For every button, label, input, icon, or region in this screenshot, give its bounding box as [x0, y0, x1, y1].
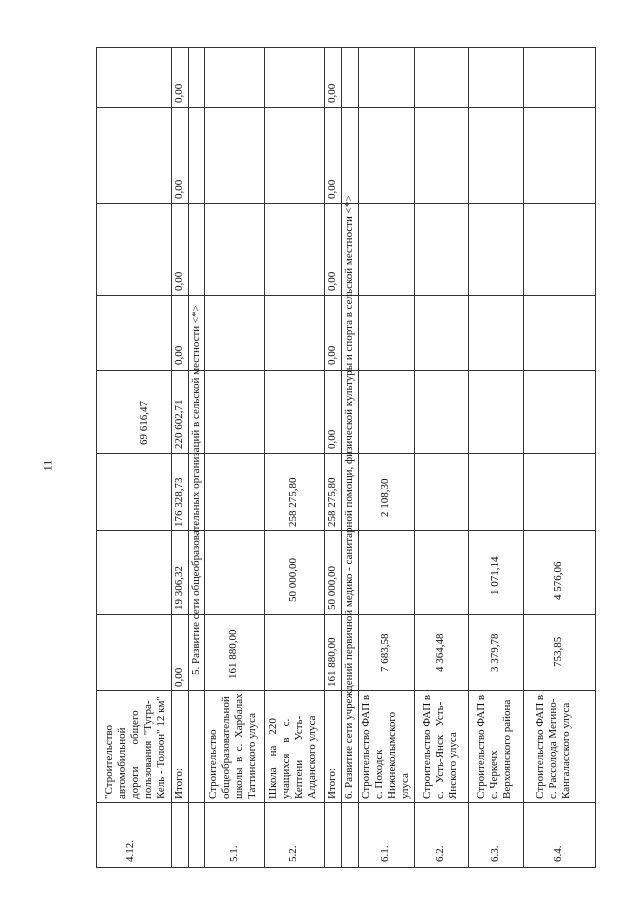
total-5-v3: 258 275,80	[326, 477, 338, 527]
total-5-label: Итого:	[326, 768, 338, 799]
row-6-2-name-3: Янского улуса	[447, 732, 459, 799]
total-5-v2: 50 000,00	[326, 566, 338, 610]
row-4-12-name-1: "Строительство	[103, 724, 115, 799]
row-4-12-name-5: Кель - Толоон" 12 км"	[155, 696, 167, 799]
total-4-v3: 176 328,73	[173, 477, 185, 527]
page-number: 11	[40, 459, 55, 472]
row-6-3-value-1: 3 379,78	[489, 633, 501, 672]
row-5-2-value-3: 258 275,80	[287, 477, 299, 527]
row-4-12-name-3: дороги общего	[129, 710, 141, 799]
row-6-3-value-2: 1 071,14	[489, 556, 501, 595]
total-5-v4: 0,00	[326, 429, 338, 449]
row-6-4-name-1: Строительство ФАП в	[534, 694, 546, 799]
row-5-2-value-2: 50 000,00	[287, 558, 299, 602]
total-4-label: Итого:	[173, 768, 185, 799]
row-6-1-name-3: Нижнеколымского	[386, 711, 398, 799]
row-6-3-name-3: Верхоянского района	[501, 699, 513, 799]
row-5-1-name-1: Строительство	[207, 729, 219, 799]
row-5-2-name-4: Алданского улуса	[306, 715, 318, 799]
row-4-12-number: 4.12.	[124, 840, 136, 862]
row-5-2-name-2: учащихся в с.	[280, 718, 292, 799]
row-6-2-name-2: с. Усть-Янск Усть-	[434, 701, 446, 799]
total-4-v6: 0,00	[173, 271, 185, 291]
row-6-2-name-1: Строительство ФАП в	[421, 694, 433, 799]
row-6-1-value-1: 7 683,58	[379, 633, 391, 672]
row-6-3-name-2: с. Черкечх	[488, 750, 500, 799]
total-5-v5: 0,00	[326, 345, 338, 365]
row-4-12-name-2: автомобильной	[116, 727, 128, 799]
row-6-3-number: 6.3.	[489, 845, 501, 862]
row-6-3-name-1: Строительство ФАП в	[475, 694, 487, 799]
total-4-v5: 0,00	[173, 345, 185, 365]
row-6-4-name-3: Кангаласского улуса	[560, 702, 572, 799]
row-6-1-value-3: 2 108,30	[379, 478, 391, 517]
row-5-2-name-1: Школа на 220	[267, 718, 279, 799]
total-5-v6: 0,00	[326, 271, 338, 291]
row-6-4-name-2: с. Рассолода Мегино-	[547, 698, 559, 799]
row-6-2-number: 6.2.	[434, 845, 446, 862]
total-4-v1: 0,00	[173, 667, 185, 687]
total-4-v2: 19 306,32	[173, 566, 185, 610]
row-5-2-name-3: Кептени Усть-	[293, 715, 305, 799]
total-5-v7: 0,00	[326, 179, 338, 199]
row-5-1-value: 161 880,00	[227, 629, 239, 679]
row-5-1-name-3: школы в с. Харбалах	[233, 693, 245, 799]
row-6-4-value-1: 753,85	[552, 636, 564, 667]
row-5-1-number: 5.1.	[228, 845, 240, 862]
row-5-1-name-4: Таттинского улуса	[246, 713, 258, 799]
row-4-12-name-4: пользования "Тугра-	[142, 700, 154, 799]
section-5-title: 5. Развитие сети общеобразовательных организаций в сельской местности <*>	[190, 305, 202, 675]
row-6-1-name-4: улуса	[399, 773, 411, 799]
total-5-v8: 0,00	[326, 83, 338, 103]
row-5-2-number: 5.2.	[287, 845, 299, 862]
total-5-v1: 161 880,00	[326, 637, 338, 687]
rotated-table	[96, 47, 596, 867]
row-6-1-name-2: с. Походск	[373, 749, 385, 799]
total-4-v8: 0,00	[173, 83, 185, 103]
row-4-12-value: 69 616,47	[138, 401, 150, 445]
row-6-2-value-1: 4 364,48	[434, 633, 446, 672]
row-6-4-number: 6.4.	[552, 845, 564, 862]
row-6-1-number: 6.1.	[379, 845, 391, 862]
total-4-v7: 0,00	[173, 179, 185, 199]
section-6-title: 6. Развитие сети учреждений первичной медико - санитарной помощи, физической культуры и спорта в сельской местности <*>	[343, 195, 355, 799]
row-6-4-value-2: 4 576,06	[552, 561, 564, 600]
row-6-1-name-1: Строительство ФАП в	[360, 694, 372, 799]
total-4-v4: 220 602,71	[173, 399, 185, 449]
row-5-1-name-2: общеобразовательной	[220, 696, 232, 799]
